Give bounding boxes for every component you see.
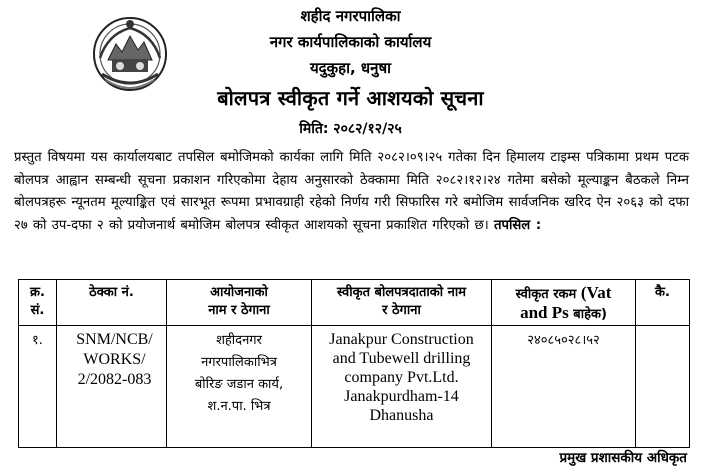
notice-title: बोलपत्र स्वीकृत गर्ने आशयको सूचना	[217, 86, 484, 110]
contract-table	[18, 279, 690, 448]
cell-remarks	[636, 326, 690, 448]
cell-project: शहीदनगर नगरपालिकाभित्र बोरिङ जडान कार्य, श.न.पा. भित्र	[167, 326, 312, 448]
office-name: शहीद नगरपालिका	[300, 7, 401, 25]
cell-contract-no: SNM/NCB/ WORKS/ 2/2082-083	[57, 326, 167, 448]
office-subtitle: नगर कार्यपालिकाको कार्यालय	[269, 33, 432, 51]
header-project: आयोजनाको नाम र ठेगाना	[167, 280, 312, 326]
cell-amount: २४०८५०२८।५२	[492, 326, 636, 448]
cell-sn: १.	[19, 326, 57, 448]
header-contract-no: ठेक्का नं.	[57, 280, 167, 326]
notice-body	[14, 147, 689, 237]
header-remarks: कै.	[636, 280, 690, 326]
office-address: यदुकुहा, धनुषा	[309, 59, 392, 77]
government-emblem-icon	[88, 14, 172, 94]
table-header-row	[19, 280, 690, 326]
header-sn: क्र. सं.	[19, 280, 57, 326]
cell-bidder: Janakpur Construction and Tubewell drilling company Pvt.Ltd. Janakpurdham-14 Dhanusha	[312, 326, 492, 448]
signature-label: प्रमुख प्रशासकीय अधिकृत	[559, 450, 687, 466]
tapsil-label: तपसिल :	[493, 217, 542, 233]
header-bidder: स्वीकृत बोलपत्रदाताको नाम र ठेगाना	[312, 280, 492, 326]
table-row	[19, 326, 690, 448]
notice-date: मिति: २०८२/१२/२५	[299, 121, 402, 137]
header-amount: स्वीकृत रकम (Vat and Ps बाहेक)	[492, 280, 636, 326]
notice-paragraph: प्रस्तुत विषयमा यस कार्यालयबाट तपसिल बमोजिमको कार्यका लागि मिति २०८२।०९।२५ गतेका दिन हिमालय टाइम्स पत्रिकामा प्रथम पटक बोलपत्र आह्वान सम्बन्धी सूचना प्रकाशन गरिएकोमा देहाय अनुसारको ठेक्कामा मिति २०८२।१२।२४ गतेमा बसेको मूल्याङ्कन बैठकले निम्न बोलपत्रहरू न्यूनतम मूल्याङ्कित एवं सारभूत रूपमा प्रभावग्राही रहेको निर्णय गरी सिफारिस गरे बमोजिम सार्वजनिक खरिद ऐन २०६३ को दफा २७ को उप-दफा २ को प्रयोजनार्थ बमोजिम बोलपत्र स्वीकृत आशयको सूचना प्रकाशित गरिएको छ।	[14, 150, 689, 233]
